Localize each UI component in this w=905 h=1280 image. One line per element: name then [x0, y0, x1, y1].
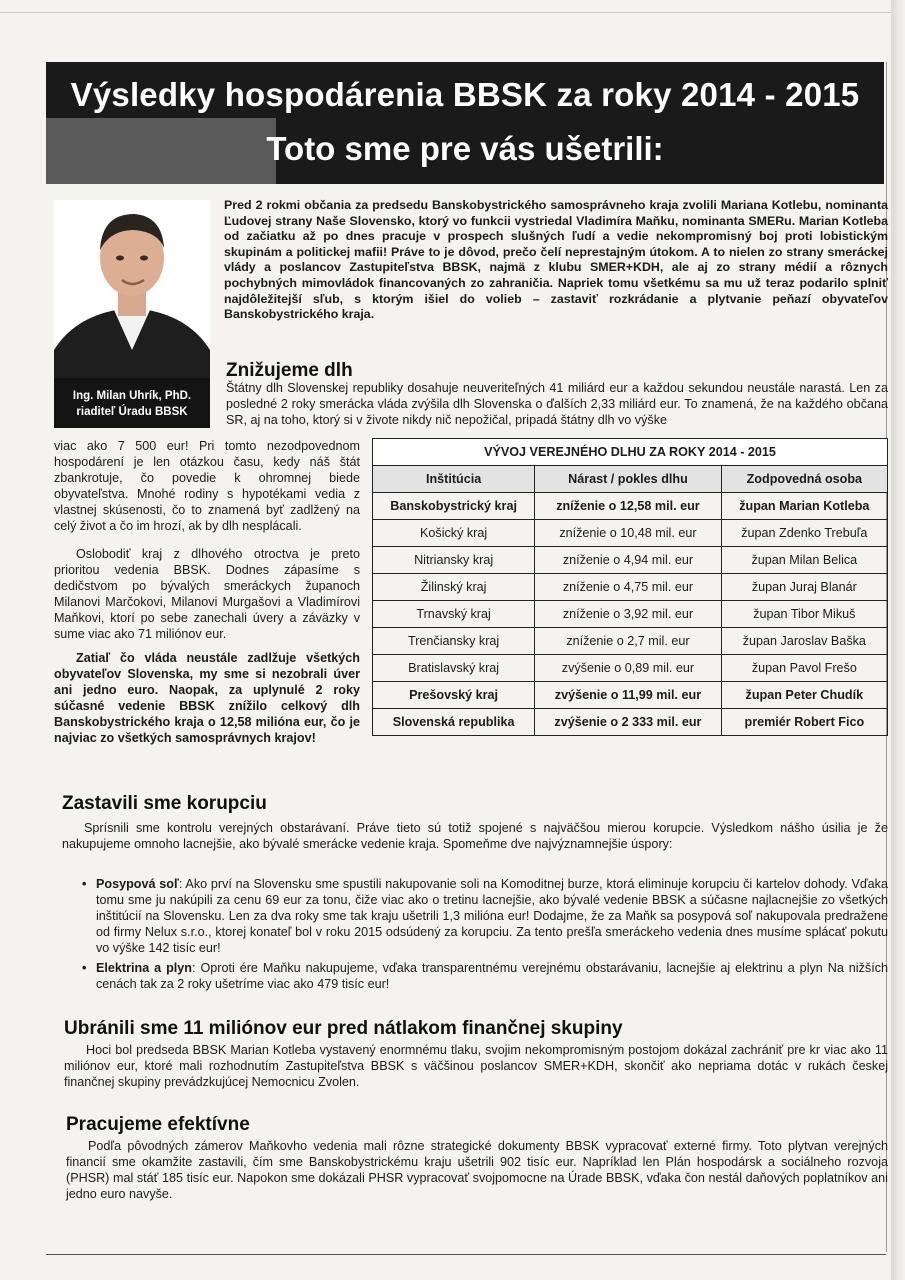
table-row	[373, 655, 888, 682]
banner-subtitle: Toto sme pre vás ušetrili:	[266, 130, 664, 167]
banner-title: Výsledky hospodárenia BBSK za roky 2014 - 2015	[70, 76, 860, 113]
table-cell-institution: Nitriansky kraj	[373, 547, 535, 574]
heading-debt: Znižujeme dlh	[226, 360, 353, 381]
table-row	[373, 574, 888, 601]
bottom-rule	[46, 1254, 886, 1255]
heading-efficient: Pracujeme efektívne	[66, 1114, 250, 1135]
page-edge-shadow	[891, 0, 905, 1280]
efficient-paragraph: Podľa pôvodných zámerov Maňkovho vedenia mali rôzne strategické dokumenty BBSK vypracovať externé firmy. Toto plytvan verejných financií sme okamžite zastavili, čím sme Banskobystrickému kraju ušetrili 902 tisíc eur. Napríklad len Plán hospodársk a sociálneho rozvoja (PHSR) mal stáť 185 tisíc eur. Napokon sme dokázali PHSR vypracovať svojpomocne na Úrade BBSK, vďaka čon nestál daňových poplatníkov ani jedno euro navyše.	[66, 1139, 888, 1201]
heading-defended: Ubránili sme 11 miliónov eur pred nátlakom finančnej skupiny	[64, 1018, 623, 1039]
table-cell-change: zníženie o 4,94 mil. eur	[535, 547, 721, 574]
bullet-icon: •	[82, 877, 87, 891]
portrait-image	[54, 200, 210, 378]
table-row	[373, 682, 888, 709]
table-row	[373, 709, 888, 736]
table-cell-institution: Košický kraj	[373, 520, 535, 547]
table-row	[373, 601, 888, 628]
caption-name: Ing. Milan Uhrík, PhD.	[72, 390, 192, 402]
table-cell-change: zníženie o 12,58 mil. eur	[535, 493, 721, 520]
bullet-lead: Posypová soľ	[96, 877, 179, 891]
table-cell-person: premiér Robert Fico	[721, 709, 887, 736]
table-cell-change: zníženie o 10,48 mil. eur	[535, 520, 721, 547]
table-cell-person: župan Jaroslav Baška	[721, 628, 887, 655]
table-cell-institution: Prešovský kraj	[373, 682, 535, 709]
bullet-lead: Elektrina a plyn	[96, 961, 192, 975]
table-cell-person: župan Milan Belica	[721, 547, 887, 574]
table-cell-person: župan Tibor Mikuš	[721, 601, 887, 628]
defended-paragraph: Hoci bol predseda BBSK Marian Kotleba vystavený enormnému tlaku, svojim nekompromisným postojom dokázal zachrániť pre kr viac ako 11 miliónov eur, ktoré mali rozhodnutím Zastupiteľstva BBSK s väčšinou poslancov SMER+KDH, skončiť ako nepriama dotác v rukách českej finančnej skupiny prevádzkujúcej Nemocnicu Zvolen.	[64, 1043, 888, 1089]
list-item	[82, 876, 888, 956]
corruption-paragraph: Sprísnili sme kontrolu verejných obstarávaní. Práve tieto sú totiž spojené s najväčšou mierou korupcie. Výsledkom nášho úsilia je že nakupujeme omnoho lacnejšie, ako bývalé smerácke vedenie kraja. Spomeňme dve najvýznamnejšie úspory:	[62, 821, 888, 851]
table-header-person: Zodpovedná osoba	[721, 466, 887, 493]
bullet-text: : Oproti ére Maňku nakupujeme, vďaka transparentnému verejnému obstarávaniu, lacnejšie aj elektrinu a plyn Na nižších cenách tak za 2 roky ušetríme viac ako 479 tisíc eur!	[96, 961, 888, 991]
table-header-change: Nárast / pokles dlhu	[535, 466, 721, 493]
debt-table	[372, 438, 888, 736]
bullet-icon: •	[82, 961, 87, 975]
table-cell-institution: Slovenská republika	[373, 709, 535, 736]
intro-paragraph: Pred 2 rokmi občania za predsedu Banskobystrického samosprávneho kraja zvolili Mariana Kotlebu, nominanta Ľudovej strany Naše Slovensko, ktorý vo funkcii vystriedal Vladimíra Maňku, nominanta SMERu. Marian Kotleba od začiatku až po dnes pracuje v prospech slušných ľudí a vedie nekompromisný boj proti lobistickým skupinám a politickej mafii! Práve to je dôvod, prečo čelí neprestajným útokom. A to nielen zo strany smeráckej vlády a poslancov Zastupiteľstva BBSK, najmä z klubu SMER+KDH, ale aj zo strany médií a rôznych pochybných mimovládok financovaných zo zahraničia. Napriek tomu všetkému sa mu už teraz podarilo splniť najdôležitejší sľub, s ktorým išiel do volieb – zastaviť rozkrádanie a plytvanie peňazí obyvateľov Banskobystrického kraja.	[224, 198, 888, 322]
table-cell-institution: Banskobystrický kraj	[373, 493, 535, 520]
list-item	[82, 960, 888, 992]
table-cell-change: zníženie o 2,7 mil. eur	[535, 628, 721, 655]
table-cell-institution: Žilinský kraj	[373, 574, 535, 601]
title-banner	[46, 62, 884, 184]
bullet-text: : Ako prví na Slovensku sme spustili nakupovanie soli na Komoditnej burze, ktorá eliminuje korupciu či kartelov dohody. Vďaka tomu sme ju nakúpili za cenu 69 eur za tonu, čiže viac ako o tretinu lacnejšie, ako bývalé vedenie BBSK a súčasne najlacnejšie zo všetkých inštitúcií na Slovensku. Len za dva roky sme tak kraju ušetrili 1,3 milióna eur! Dodajme, že za Maňk sa posypová soľ nakupovala predražene od firmy Nelux s.r.o., ktorej konateľ bol v roku 2015 odsúdený za korupciu. Za tento prešľa smeráckeho vedenia dnes musíme splácať pokutu vo výške 142 tisíc eur!	[96, 877, 888, 955]
caption-role: riaditeľ Úradu BBSK	[76, 406, 188, 418]
table-cell-change: zvýšenie o 2 333 mil. eur	[535, 709, 721, 736]
table-cell-change: zvýšenie o 11,99 mil. eur	[535, 682, 721, 709]
table-cell-institution: Trenčiansky kraj	[373, 628, 535, 655]
table-cell-person: župan Marian Kotleba	[721, 493, 887, 520]
debt-paragraph-3: Zatiaľ čo vláda neustále zadlžuje všetkých obyvateľov Slovenska, my sme si nezobrali úver ani jedno euro. Naopak, za uplynulé 2 roky súčasné vedenie BBSK znížilo celkový dlh Banskobystrického kraja o 12,58 milióna eur, čo je najviac zo všetkých samosprávnych krajov!	[54, 651, 360, 745]
table-row	[373, 628, 888, 655]
table-row	[373, 520, 888, 547]
table-row	[373, 547, 888, 574]
table-cell-person: župan Zdenko Trebuľa	[721, 520, 887, 547]
heading-corruption: Zastavili sme korupciu	[62, 793, 267, 814]
table-cell-institution: Bratislavský kraj	[373, 655, 535, 682]
table-cell-person: župan Pavol Frešo	[721, 655, 887, 682]
table-cell-change: zníženie o 3,92 mil. eur	[535, 601, 721, 628]
photo-caption	[54, 378, 210, 428]
director-photo	[54, 200, 210, 428]
table-cell-person: župan Peter Chudík	[721, 682, 887, 709]
top-rule	[0, 12, 905, 13]
savings-list	[82, 876, 888, 996]
table-title: VÝVOJ VEREJNÉHO DLHU ZA ROKY 2014 - 2015	[373, 439, 888, 466]
table-cell-person: župan Juraj Blanár	[721, 574, 887, 601]
table-cell-institution: Trnavský kraj	[373, 601, 535, 628]
table-row	[373, 493, 888, 520]
table-cell-change: zníženie o 4,75 mil. eur	[535, 574, 721, 601]
debt-paragraph-left: viac ako 7 500 eur! Pri tomto nezodpovednom hospodárení je len otázkou času, kedy náš štát zbankrotuje, čo povedie k ohromnej biede obyvateľstva. Mnohé rodiny s hypotékami vedia z vlastnej skúsenosti, čo to znamená byť zadlžený na celý život a čo im hrozí, ak by dlh nesplácali.	[54, 439, 360, 533]
table-cell-change: zvýšenie o 0,89 mil. eur	[535, 655, 721, 682]
table-header-institution: Inštitúcia	[373, 466, 535, 493]
debt-paragraph-top: Štátny dlh Slovenskej republiky dosahuje neuveriteľných 41 miliárd eur a každou sekundou neustále narastá. Len za posledné 2 roky smerácka vláda zvýšila dlh Slovenska o ďalších 2,33 miliárd eur. To znamená, že na každého občana SR, aj na toho, ktorý si v živote nikdy nič nepožičal, pripadá štátny dlh vo výške	[226, 381, 888, 427]
debt-paragraph-2: Oslobodiť kraj z dlhového otroctva je preto prioritou vedenia BBSK. Dodnes zápasíme s dedičstvom po bývalých smeráckych županoch Milanovi Marčokovi, Milanovi Murgašovi a Vladimírovi Maňkovi, ktorí po sebe zanechali úvery a záväzky v sume viac ako 71 miliónov eur.	[54, 547, 360, 641]
